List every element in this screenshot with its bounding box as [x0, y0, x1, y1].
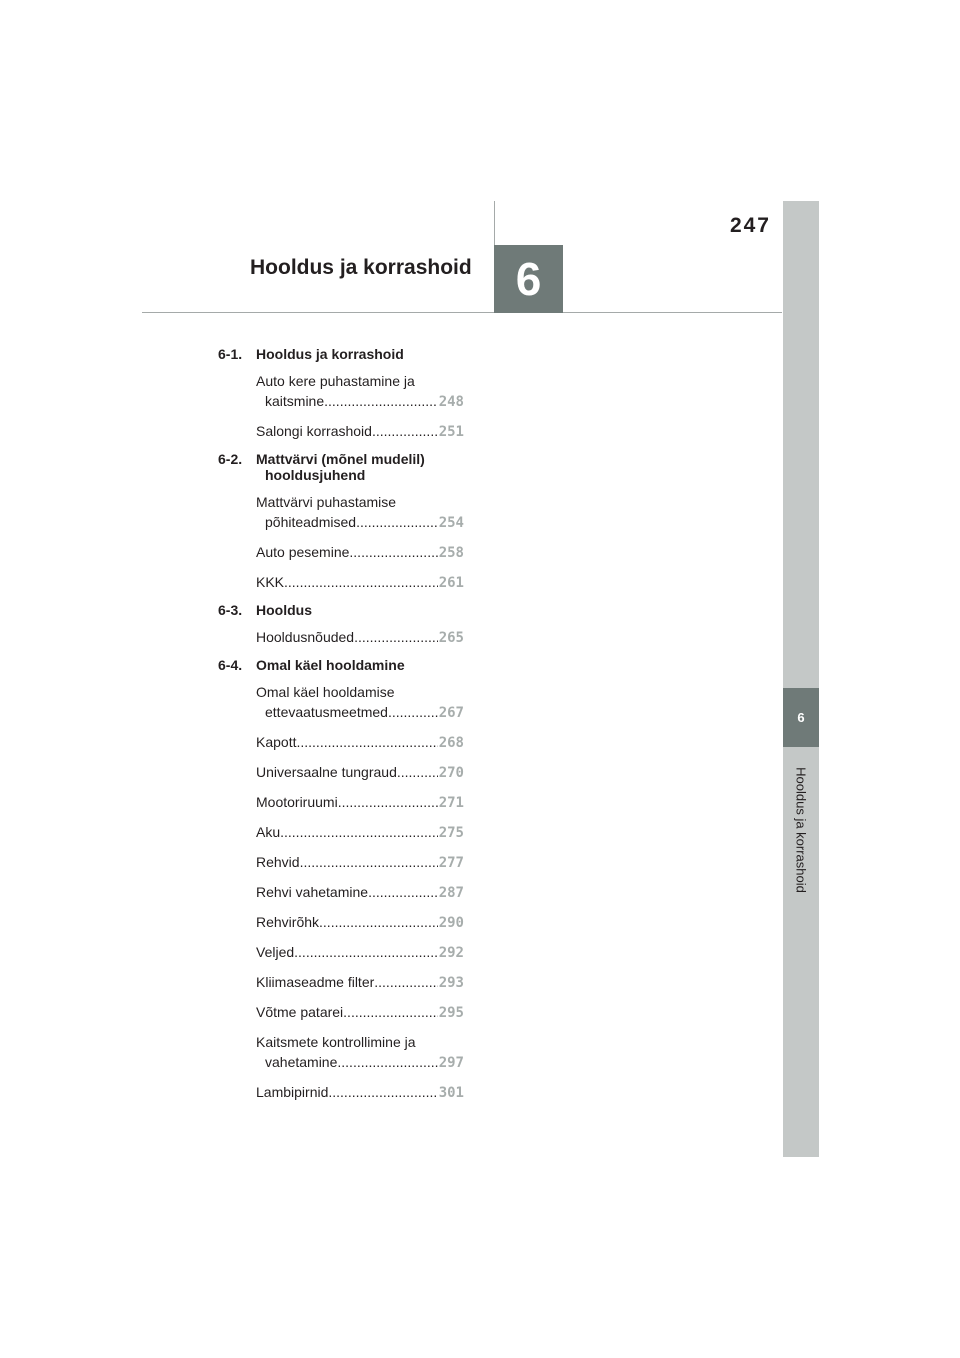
chapter-number: 6: [515, 253, 542, 305]
entry-page-link[interactable]: 261: [438, 575, 464, 591]
toc-entry[interactable]: [256, 792, 464, 813]
entry-row: [256, 421, 464, 442]
toc-section-heading: [218, 346, 468, 362]
entry-row: [256, 762, 464, 783]
section-title-continuation: hooldusjuhend: [265, 467, 366, 483]
entry-title: Rehvirõhk: [256, 914, 320, 930]
dot-leader: [338, 792, 438, 812]
dot-leader: [296, 732, 437, 752]
section-title: [256, 346, 446, 362]
toc-entry[interactable]: [256, 542, 464, 563]
dot-leader: [324, 391, 438, 411]
toc-section-heading: [218, 602, 468, 618]
header-divider-horizontal: [142, 312, 782, 313]
dot-leader: [343, 1002, 438, 1022]
entry-page-link[interactable]: 254: [438, 515, 464, 531]
entry-title: ettevaatusmeetmed: [265, 704, 388, 720]
dot-leader: [328, 1082, 437, 1102]
toc-entry[interactable]: [256, 682, 464, 723]
entry-page-link[interactable]: 271: [438, 795, 464, 811]
entry-title-line: Auto kere puhastamine ja: [256, 373, 415, 389]
toc-entry[interactable]: [256, 912, 464, 933]
entry-page-link[interactable]: 292: [438, 945, 464, 961]
table-of-contents: [218, 346, 468, 1112]
entry-row: [256, 732, 464, 753]
entry-row: [256, 512, 464, 533]
entry-title: Rehvi vahetamine: [256, 884, 369, 900]
toc-entry[interactable]: [256, 852, 464, 873]
entry-title: Auto pesemine: [256, 544, 350, 560]
entry-title: Hooldusnõuded: [256, 629, 355, 645]
entry-row: [256, 1002, 464, 1023]
entry-title: põhiteadmised: [265, 514, 357, 530]
dot-leader: [349, 542, 437, 562]
entry-page-link[interactable]: 293: [438, 975, 464, 991]
entry-title: Kliimaseadme filter: [256, 974, 375, 990]
entry-page-link[interactable]: 270: [438, 765, 464, 781]
toc-entry[interactable]: [256, 371, 464, 412]
entry-title: Aku: [256, 824, 281, 840]
entry-page-link[interactable]: 275: [438, 825, 464, 841]
page-number: 247: [729, 214, 771, 237]
entry-title: Veljed: [256, 944, 295, 960]
entry-row: [256, 822, 464, 843]
entry-page-link[interactable]: 277: [438, 855, 464, 871]
entry-title: Võtme patarei: [256, 1004, 344, 1020]
section-title: [256, 602, 446, 618]
entry-title: kaitsmine: [265, 393, 325, 409]
toc-entry[interactable]: [256, 421, 464, 442]
dot-leader: [372, 421, 438, 441]
entry-title: Salongi korrashoid: [256, 423, 372, 439]
entry-row: [256, 391, 464, 412]
toc-entry[interactable]: [256, 942, 464, 963]
entry-title-line: Omal käel hooldamise: [256, 684, 395, 700]
entry-page-link[interactable]: 267: [438, 705, 464, 721]
toc-entry[interactable]: [256, 762, 464, 783]
entry-row: [256, 912, 464, 933]
dot-leader: [319, 912, 438, 932]
entry-row: [256, 942, 464, 963]
section-title-line: Mattvärvi (mõnel mudelil): [256, 451, 425, 467]
dot-leader: [374, 972, 437, 992]
toc-entry[interactable]: [256, 492, 464, 533]
entry-row: [256, 627, 464, 648]
dot-leader: [280, 822, 438, 842]
entry-page-link[interactable]: 287: [438, 885, 464, 901]
section-title-line: Hooldus: [256, 602, 312, 618]
section-title: [256, 657, 446, 673]
entry-page-link[interactable]: 295: [438, 1005, 464, 1021]
side-chapter-label: Hooldus ja korrashoid: [793, 767, 809, 893]
dot-leader: [337, 1052, 437, 1072]
chapter-title: Hooldus ja korrashoid: [250, 256, 472, 279]
toc-section-heading: [218, 657, 468, 673]
toc-entry[interactable]: [256, 1002, 464, 1023]
entry-page-link[interactable]: 301: [438, 1085, 464, 1101]
entry-page-link[interactable]: 265: [438, 630, 464, 646]
entry-row: [256, 542, 464, 563]
toc-entry[interactable]: [256, 972, 464, 993]
entry-title: Universaalne tungraud: [256, 764, 397, 780]
entry-title: Mootoriruumi: [256, 794, 338, 810]
dot-leader: [388, 702, 438, 722]
toc-entry[interactable]: [256, 1032, 464, 1073]
section-number: 6-4.: [218, 657, 243, 673]
chapter-number-box: [494, 245, 563, 313]
entry-row: [256, 882, 464, 903]
entry-title: Rehvid: [256, 854, 300, 870]
entry-page-link[interactable]: 268: [438, 735, 464, 751]
entry-row: [256, 1052, 464, 1073]
toc-section-heading: [218, 451, 468, 483]
dot-leader: [397, 762, 438, 782]
toc-entry[interactable]: [256, 882, 464, 903]
section-title: [256, 451, 446, 483]
section-title-line: Omal käel hooldamine: [256, 657, 405, 673]
toc-entry[interactable]: [256, 627, 464, 648]
entry-row: [256, 702, 464, 723]
section-title-line: Hooldus ja korrashoid: [256, 346, 404, 362]
entry-page-link[interactable]: 251: [438, 424, 464, 440]
entry-page-link[interactable]: 258: [438, 545, 464, 561]
side-thumb-band: [783, 201, 819, 1157]
header-divider-vertical: [494, 201, 495, 245]
dot-leader: [284, 572, 438, 592]
section-number: 6-3.: [218, 602, 243, 618]
dot-leader: [354, 627, 438, 647]
dot-leader: [368, 882, 438, 902]
toc-entry[interactable]: [256, 572, 464, 593]
toc-entry[interactable]: [256, 822, 464, 843]
entry-page-link[interactable]: 297: [438, 1055, 464, 1071]
section-number: 6-2.: [218, 451, 243, 467]
toc-entry[interactable]: [256, 1082, 464, 1103]
entry-row: [256, 852, 464, 873]
entry-title: Lambipirnid: [256, 1084, 329, 1100]
side-chapter-number: 6: [797, 710, 805, 725]
dot-leader: [356, 512, 438, 532]
dot-leader: [294, 942, 438, 962]
toc-entry[interactable]: [256, 732, 464, 753]
entry-title-line: Kaitsmete kontrollimine ja: [256, 1034, 416, 1050]
entry-page-link[interactable]: 290: [438, 915, 464, 931]
section-number: 6-1.: [218, 346, 243, 362]
entry-title-line: Mattvärvi puhastamise: [256, 494, 397, 510]
side-chapter-tab: [783, 688, 819, 747]
entry-row: [256, 1082, 464, 1103]
entry-title: vahetamine: [265, 1054, 338, 1070]
entry-title: Kapott: [256, 734, 297, 750]
dot-leader: [300, 852, 438, 872]
entry-title: KKK: [256, 574, 285, 590]
entry-row: [256, 792, 464, 813]
entry-row: [256, 972, 464, 993]
entry-page-link[interactable]: 248: [438, 394, 464, 410]
entry-row: [256, 572, 464, 593]
